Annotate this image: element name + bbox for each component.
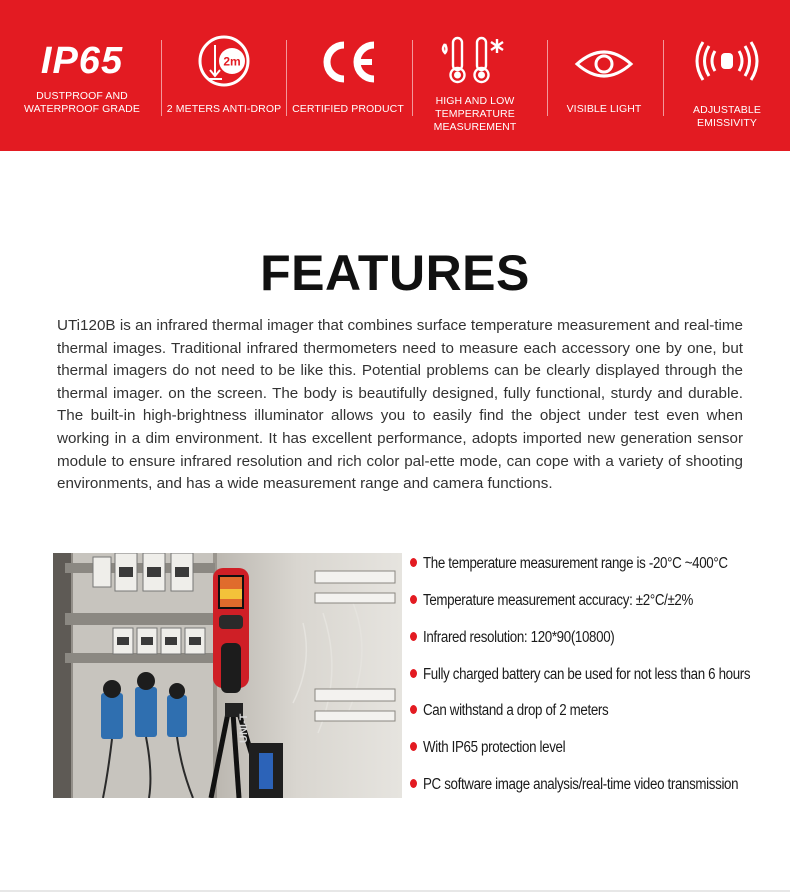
spec-item: PC software image analysis/real-time video transmission — [410, 776, 780, 800]
bullet-icon — [410, 779, 417, 788]
feature-label: ADJUSTABLE EMISSIVITY — [693, 104, 761, 129]
feature-label: HIGH AND LOW TEMPERATURE MEASUREMENT — [433, 95, 517, 133]
spec-item: The temperature measurement range is -20°C ~400°C — [410, 555, 780, 579]
product-photo — [53, 553, 402, 798]
spec-item: Infrared resolution: 120*90(10800) — [410, 629, 780, 653]
feature-label: VISIBLE LIGHT — [566, 103, 642, 115]
feature-label: 2 METERS ANTI-DROP — [166, 103, 282, 115]
bullet-icon — [410, 595, 417, 604]
product-description: UTi120B is an infrared thermal imager that combines surface temperature measurement and real-time thermal images. Traditional infrared thermometers need to measure each accessory one by one, but thermal imagers do not need to be like this. Potential problems can be clearly displayed through the thermal imager. on the screen. The body is beautifully designed, fully functional, sturdy and durable. The built-in high-brightness illuminator allows you to easily find the object under test even when working in a dim environment. It has excellent performance, adopts imported new generation sensor module to ensure infrared resolution and rich color pal-ette mode, can cope with a variety of shooting environments, and has a wide measurement range and camera functions. — [57, 317, 743, 493]
page-title: FEATURES — [260, 245, 530, 301]
feature-certified — [287, 0, 409, 151]
bullet-icon — [410, 558, 417, 567]
drop-height-icon — [162, 33, 286, 89]
ce-mark-icon — [287, 36, 409, 88]
feature-label: CERTIFIED PRODUCT — [292, 103, 404, 115]
bullet-icon — [410, 632, 417, 641]
ip65-badge: IP65 — [40, 39, 124, 82]
spec-item: Temperature measurement accuracy: ±2°C/±2% — [410, 592, 780, 616]
spec-item: Can withstand a drop of 2 meters — [410, 702, 780, 726]
spec-item: With IP65 protection level — [410, 739, 780, 763]
signal-icon — [664, 38, 790, 84]
feature-anti-drop — [162, 0, 286, 151]
feature-label: DUSTPROOF AND WATERPROOF GRADE — [24, 90, 140, 115]
spec-item: Fully charged battery can be used for not less than 6 hours — [410, 666, 780, 690]
drop-height-text: 2m — [223, 54, 241, 69]
bullet-icon — [410, 742, 417, 751]
feature-visible-light — [548, 0, 660, 151]
feature-emissivity — [664, 0, 790, 151]
bullet-icon — [410, 669, 417, 678]
eye-icon — [548, 44, 660, 84]
device-brand-label: UNI-T — [238, 713, 250, 743]
bullet-icon — [410, 705, 417, 714]
feature-ip65 — [12, 0, 152, 151]
feature-banner — [0, 0, 790, 151]
thermometer-icon — [413, 34, 537, 86]
feature-temperature — [413, 0, 537, 151]
